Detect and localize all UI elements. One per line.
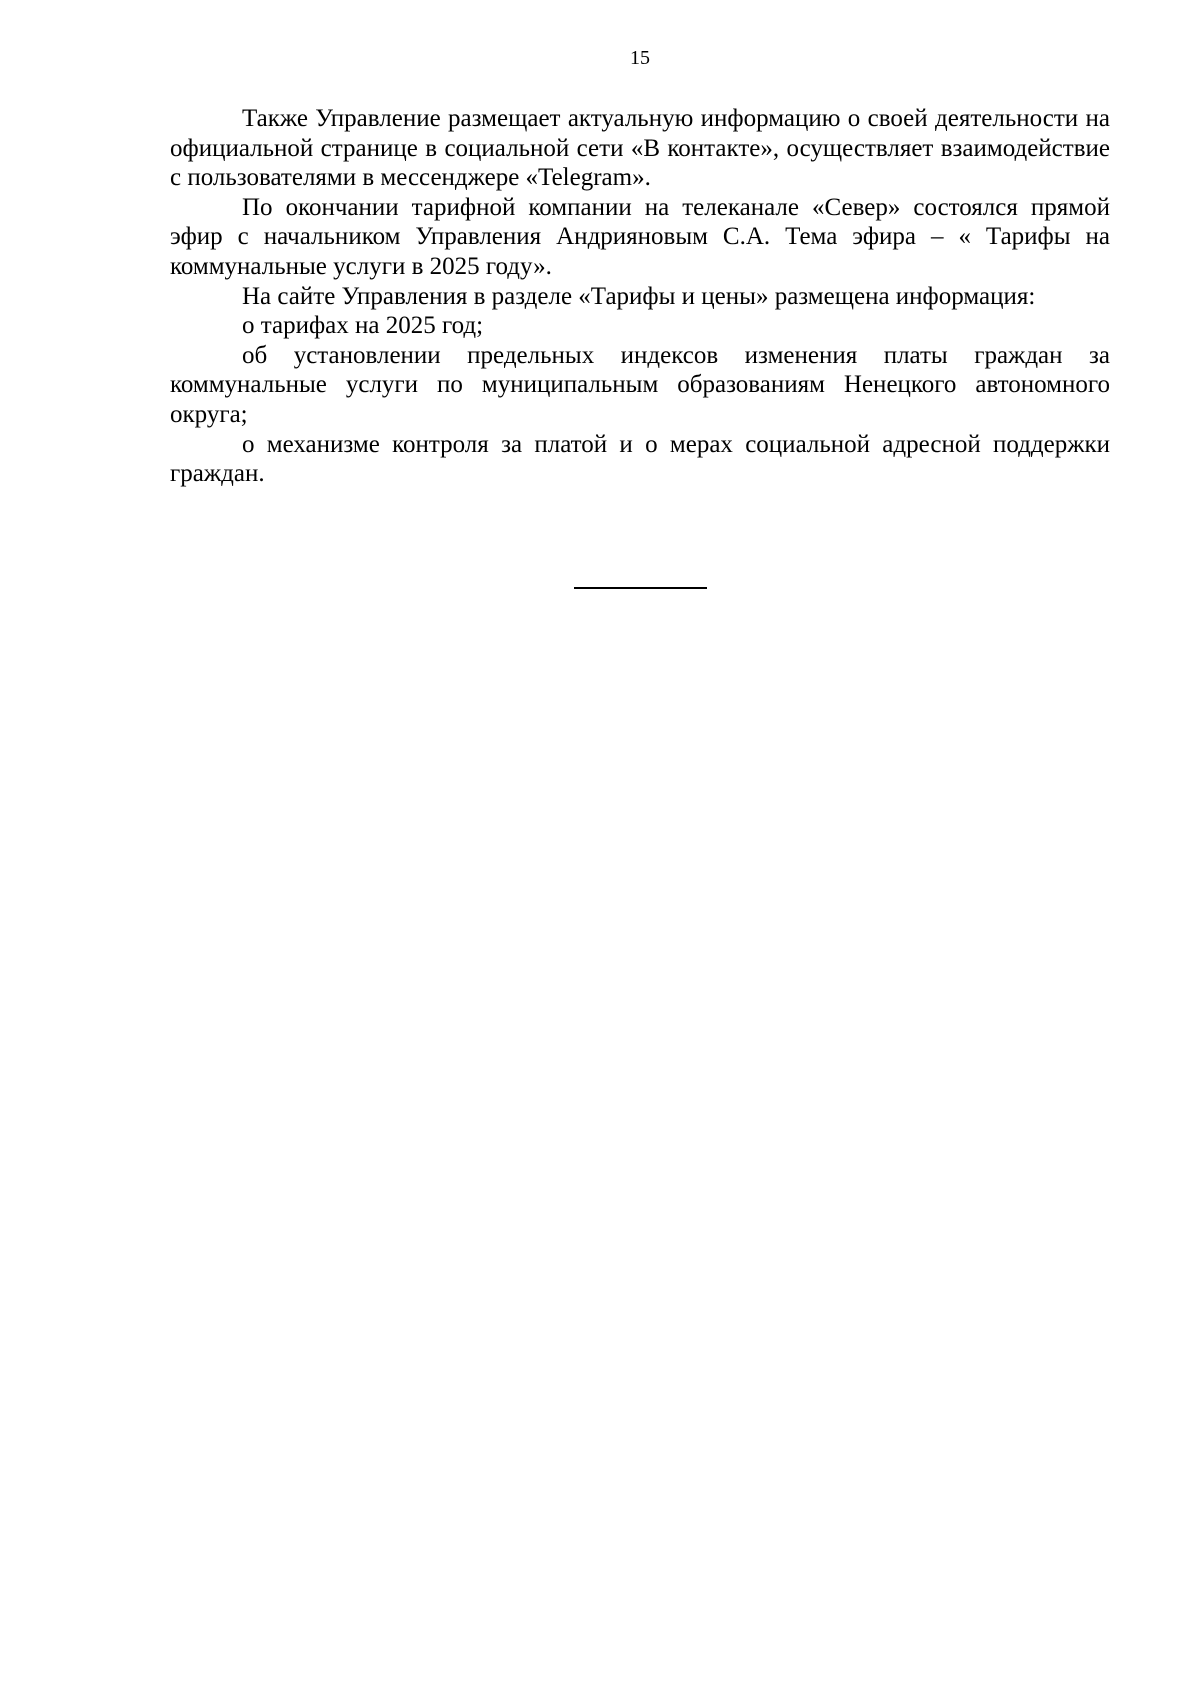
paragraph-tv-broadcast: По окончании тарифной компании на телеканале «Север» состоялся прямой эфир с начальником Управления Андрияновым С.А. Тема эфира – « Тарифы на коммунальные услуги в 2025 году». <box>170 193 1110 280</box>
list-item-payment-indexes: об установлении предельных индексов изменения платы граждан за коммунальные услуги по муниципальным образованиям Ненецкого автономного округа; <box>170 341 1110 428</box>
document-body <box>170 104 1110 489</box>
list-item-control-support: о механизме контроля за платой и о мерах социальной адресной поддержки граждан. <box>170 430 1110 488</box>
paragraph-social-media: Также Управление размещает актуальную информацию о своей деятельности на официальной странице в социальной сети «В контакте», осуществляет взаимодействие с пользователями в мессенджере «Telegram». <box>170 105 1110 192</box>
end-of-text-divider <box>574 587 707 589</box>
list-item-tariffs: о тарифах на 2025 год; <box>242 312 484 340</box>
paragraph-website-intro: На сайте Управления в разделе «Тарифы и цены» размещена информация: <box>242 282 1036 310</box>
page-number: 15 <box>630 47 650 69</box>
